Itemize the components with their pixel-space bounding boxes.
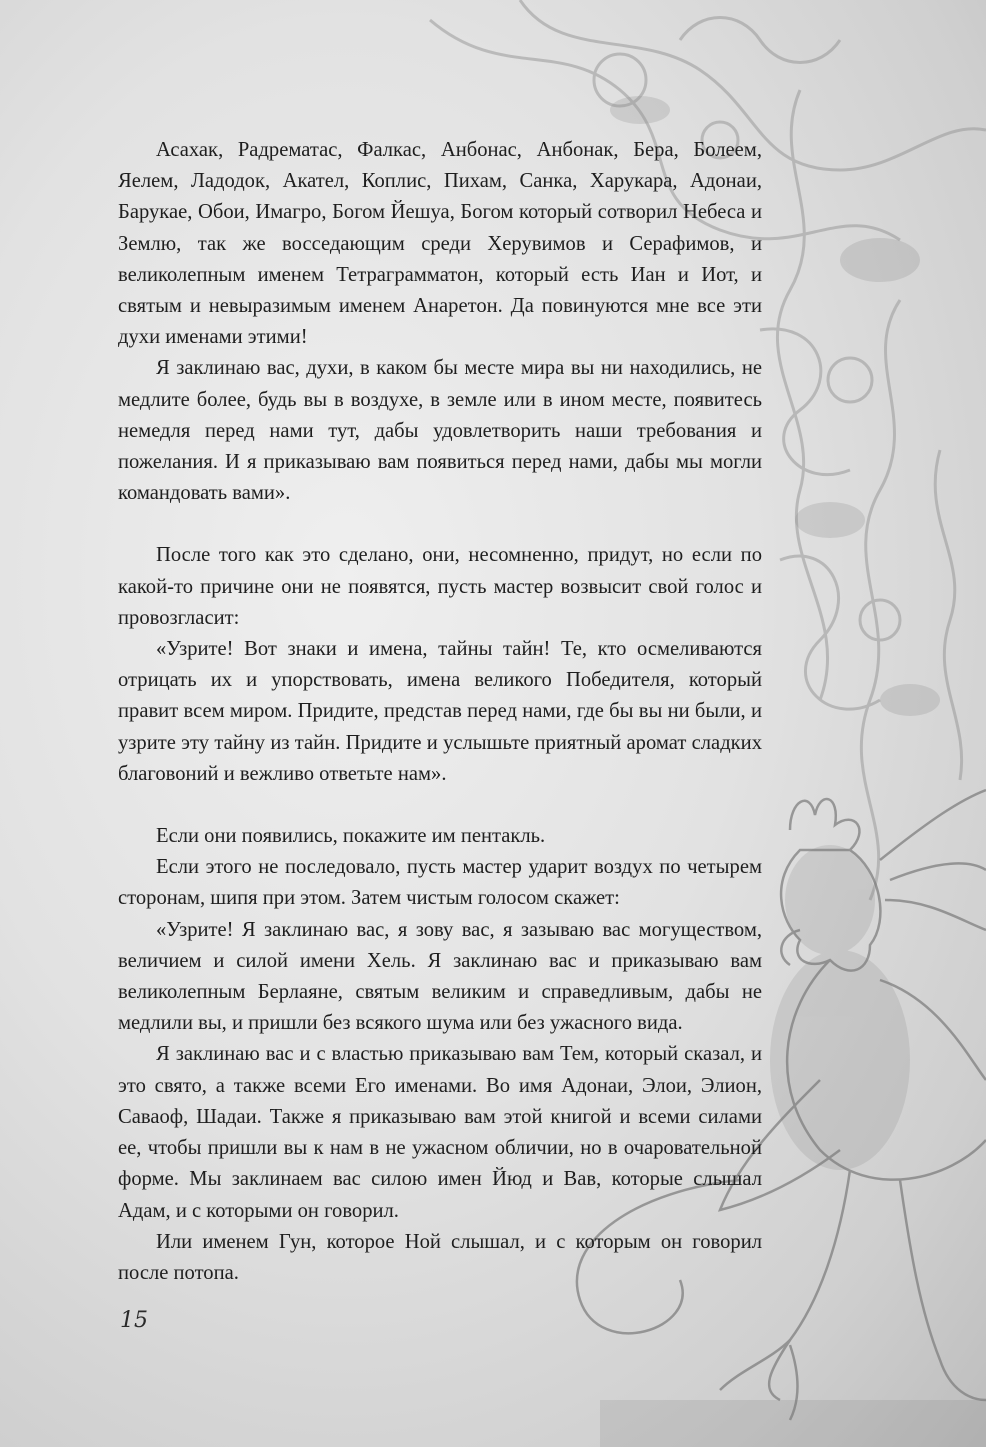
page-body [118,135,762,1289]
paragraph-2: Я заклинаю вас, духи, в каком бы месте мира вы ни находились, не медлите более, будь вы в воздухе, в земле или в ином месте, появитесь немедля перед нами тут, дабы удовлетворить наши требования и пожелания. И я приказываю вам появиться перед нами, дабы мы могли командовать вами». [118,357,762,505]
paragraph-4: «Узрите! Вот знаки и имена, тайны тайн! Те, кто осмеливаются отрицать их и упорствовать, имена великого Победителя, который правит всем миром. Придите, представ перед нами, где бы вы ни были, и узрите эту тайну из тайн. Придите и услышьте приятный аромат сладких благовоний и вежливо ответьте нам». [118,638,762,785]
paragraph-5: Если они появились, покажите им пентакль. [156,825,546,848]
paragraph-9: Или именем Гун, которое Ной слышал, и с которым он говорил после потопа. [118,1230,762,1284]
paragraph-1: Асахак, Радрематас, Фалкас, Анбонас, Анбонак, Бера, Болеем, Яелем, Ладодок, Акател, Коплис, Пихам, Санка, Харукара, Адонаи, Барукае, Обои, Имагро, Богом Йешуа, Богом который сотворил Небеса и Землю, так же восседающим среди Херувимов и Серафимов, и великолепным именем Тетраграмматон, который есть Иан и Иот, и святым и невыразимым именем Анаретон. Да повинуются мне все эти духи именами этими! [118,139,762,349]
paragraph-6: Если этого не последовало, пусть мастер ударит воздух по четырем сторонам, шипя при этом. Затем чистым голосом скажет: [118,856,762,910]
paragraph-8: Я заклинаю вас и с властью приказываю вам Тем, который сказал, и это свято, а также всеми Его именами. Во имя Адонаи, Элои, Элион, Саваоф, Шадаи. Также я приказываю вам этой книгой и всеми силами ее, чтобы пришли вы к нам в не ужасном обличии, но в очаровательной форме. Мы заклинаем вас силою имен Йюд и Вав, которые слышал Адам, и с которыми он говорил. [118,1043,762,1222]
paragraph-7: «Узрите! Я заклинаю вас, я зову вас, я зазываю вас могуществом, величием и силой имени Хель. Я заклинаю вас и приказываю вам великолепным Берлаяне, святым великим и справедливым, дабы не медлили вы, и пришли без всякого шума или без ужасного вида. [118,918,762,1035]
paragraph-3: После того как это сделано, они, несомненно, придут, но если по какой-то причине они не появятся, пусть мастер возвысит свой голос и провозгласит: [118,544,762,629]
page-number: 15 [120,1308,148,1333]
